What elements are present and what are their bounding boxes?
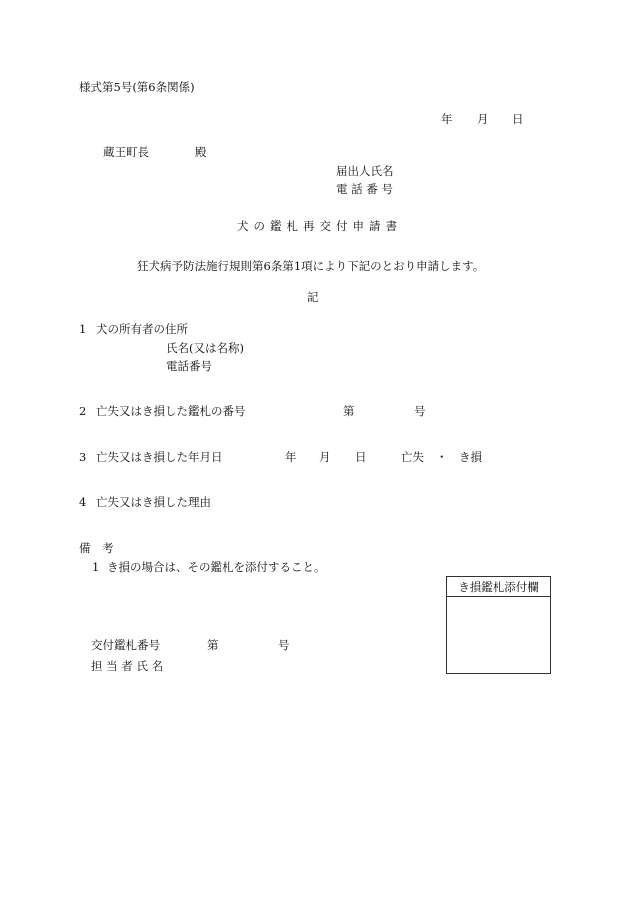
tag-number-go: 号 xyxy=(414,404,426,418)
item-4-number: 4 xyxy=(79,495,87,509)
applicant-phone-label: 電 話 番 号 xyxy=(336,182,393,196)
owner-name-label: 氏名(又は名称) xyxy=(166,341,244,355)
loss-type-damaged: き損 xyxy=(459,450,482,464)
item-2-number: 2 xyxy=(79,404,87,418)
issued-tag-dai: 第 xyxy=(207,638,219,652)
item-1-number: 1 xyxy=(79,322,87,336)
applicant-name-label: 届出人氏名 xyxy=(336,164,394,178)
remarks-1-number: 1 xyxy=(92,560,100,574)
date-month-label: 月 xyxy=(477,112,489,126)
form-number: 様式第5号(第6条関係) xyxy=(79,80,195,94)
addressee-honorific: 殿 xyxy=(195,145,207,159)
tag-number-label: 亡失又はき損した鑑札の番号 xyxy=(96,404,246,418)
loss-type-separator: ・ xyxy=(436,450,448,464)
ki-label: 記 xyxy=(307,290,319,304)
reason-label: 亡失又はき損した理由 xyxy=(96,495,211,509)
date-year-label: 年 xyxy=(441,112,453,126)
issued-tag-go: 号 xyxy=(278,638,290,652)
intro-text: 狂犬病予防法施行規則第6条第1項により下記のとおり申請します。 xyxy=(137,259,485,273)
loss-date-label: 亡失又はき損した年月日 xyxy=(96,450,223,464)
owner-address-label: 犬の所有者の住所 xyxy=(96,322,188,336)
loss-type-lost: 亡失 xyxy=(401,450,424,464)
document-title: 犬の鑑札再交付申請書 xyxy=(237,219,402,233)
staff-name-label: 担 当 者 氏 名 xyxy=(91,659,164,673)
date-day-label: 日 xyxy=(512,112,524,126)
item-3-number: 3 xyxy=(79,450,87,464)
loss-date-year: 年 xyxy=(285,450,297,464)
damaged-tag-attach-box xyxy=(446,576,551,674)
remarks-heading: 備 考 xyxy=(79,541,114,555)
attach-box-label: き損鑑札添付欄 xyxy=(447,577,550,597)
addressee-name: 蔵王町長 xyxy=(103,145,149,159)
remarks-1-text: き損の場合は、その鑑札を添付すること。 xyxy=(107,560,326,574)
owner-phone-label: 電話番号 xyxy=(166,359,212,373)
tag-number-dai: 第 xyxy=(343,404,355,418)
issued-tag-number-label: 交付鑑札番号 xyxy=(91,638,160,652)
loss-date-month: 月 xyxy=(319,450,331,464)
loss-date-day: 日 xyxy=(355,450,367,464)
